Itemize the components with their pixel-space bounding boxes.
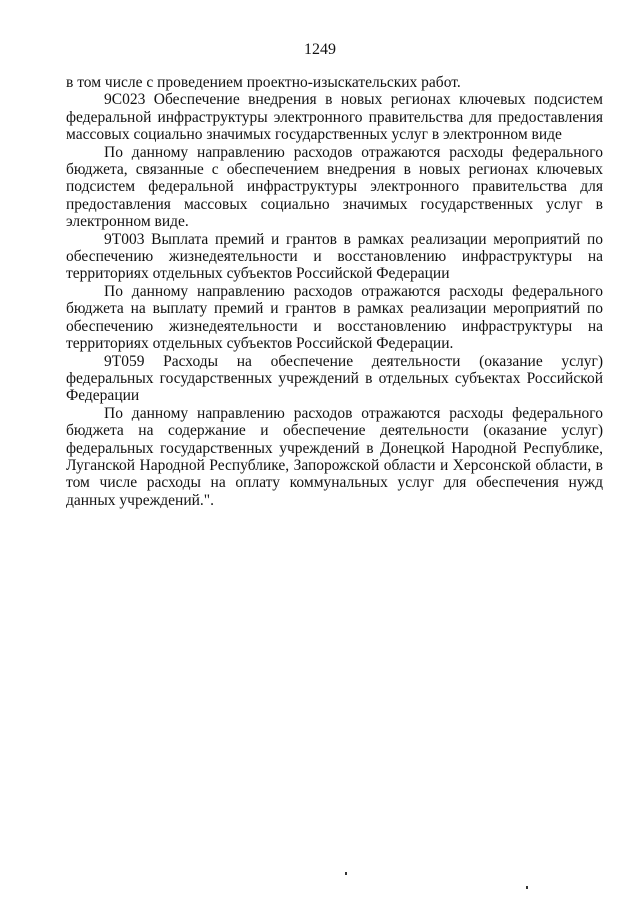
scan-speck [345, 872, 347, 875]
page-number: 1249 [304, 41, 336, 58]
paragraph-description-9c023: По данному направлению расходов отражаются расходы федерального бюджета, связанные с обеспечением внедрения в новых регионах ключевых подсистем федеральной инфраструктуры электронного правительства для предоставления массовых социально значимых государственных услуг в электронном виде. [66, 143, 603, 231]
scan-speck [526, 886, 528, 889]
paragraph-heading-9t059: 9Т059 Расходы на обеспечение деятельности (оказание услуг) федеральных государственных учреждений в отдельных субъектах Российской Федерации [66, 352, 603, 405]
paragraph-heading-9c023: 9С023 Обеспечение внедрения в новых регионах ключевых подсистем федеральной инфраструктуры электронного правительства для предоставления массовых социально значимых государственных услуг в электронном виде [66, 91, 603, 144]
paragraph-description-9t059: По данному направлению расходов отражаются расходы федерального бюджета на содержание и обеспечение деятельности (оказание услуг) федеральных государственных учреждений в Донецкой Народной Республике, Луганской Народной Республике, Запорожской области и Херсонской области, в том числе расходы на оплату коммунальных услуг для обеспечения нужд данных учреждений.". [66, 404, 603, 509]
paragraph-heading-9t003: 9Т003 Выплата премий и грантов в рамках реализации мероприятий по обеспечению жизнедеятельности и восстановлению инфраструктуры на территориях отдельных субъектов Российской Федерации [66, 230, 603, 283]
paragraph-description-9t003: По данному направлению расходов отражаются расходы федерального бюджета на выплату премий и грантов в рамках реализации мероприятий по обеспечению жизнедеятельности и восстановлению инфраструктуры на территориях отдельных субъектов Российской Федерации. [66, 282, 603, 353]
document-body [66, 74, 603, 509]
paragraph-continuation: в том числе с проведением проектно-изыскательских работ. [66, 74, 461, 91]
